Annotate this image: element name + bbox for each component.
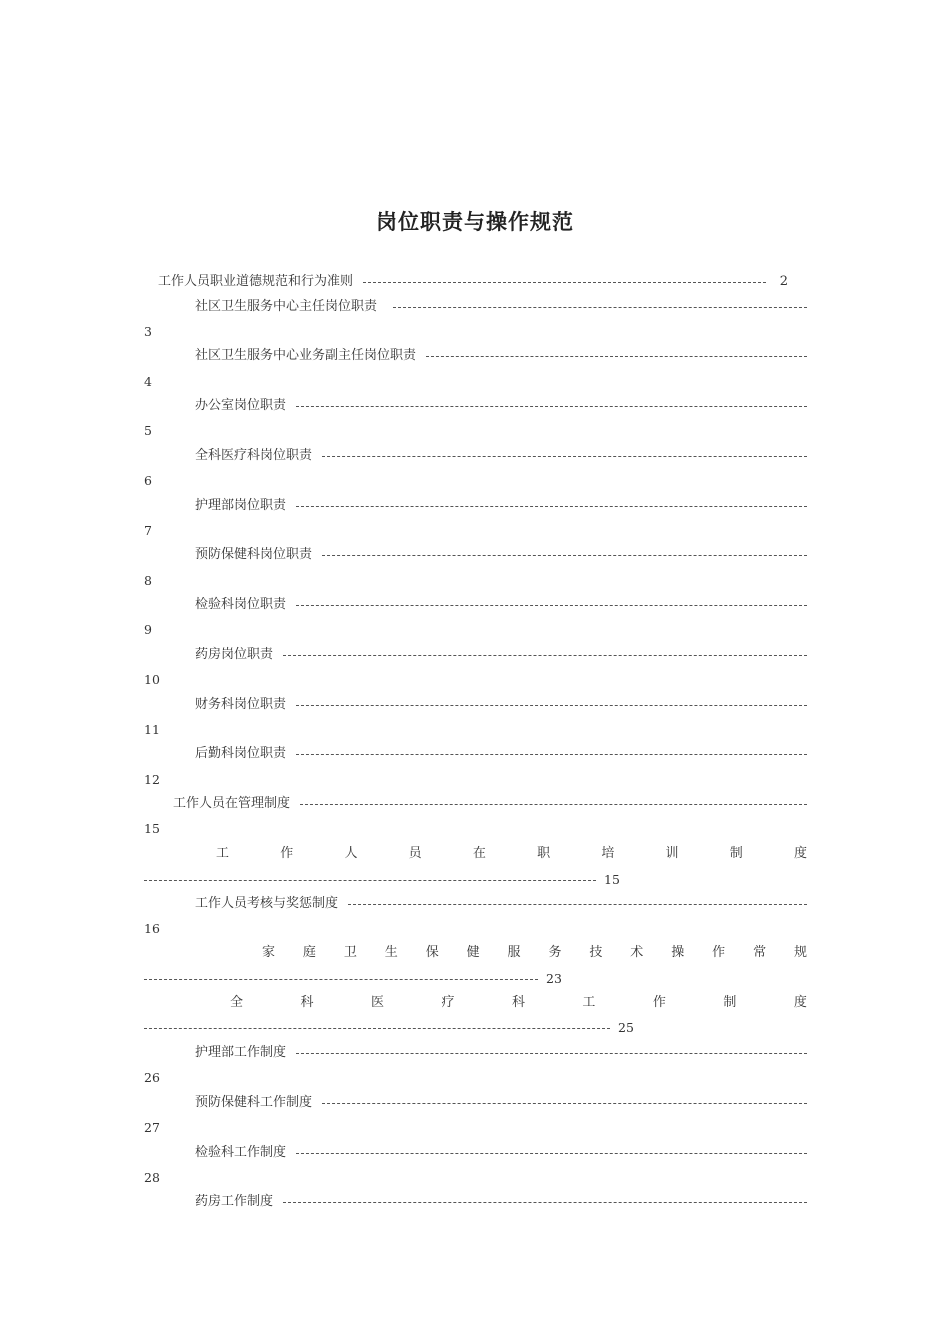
- toc-entry: [195, 696, 807, 714]
- toc-char: 制: [723, 995, 737, 1010]
- dot-leader: [296, 506, 807, 507]
- toc-entry-page: 25: [618, 1020, 634, 1035]
- toc-entry-page: 4: [144, 374, 152, 389]
- dot-leader: [296, 406, 807, 407]
- dot-leader: [144, 1028, 610, 1029]
- toc-char: 务: [548, 945, 562, 960]
- toc-entry: [195, 745, 807, 763]
- toc-entry-label: 社区卫生服务中心主任岗位职责: [195, 299, 378, 314]
- toc-entry: [173, 795, 807, 813]
- toc-char: 常: [753, 945, 767, 960]
- toc-char: 在: [472, 846, 486, 861]
- dot-leader: [296, 1153, 807, 1154]
- toc-char: 术: [630, 945, 644, 960]
- toc-char: 作: [280, 846, 294, 861]
- toc-entry-label: 预防保健科岗位职责: [195, 547, 313, 562]
- toc-entry-page: 23: [546, 971, 562, 986]
- toc-entry-label: 工作人员考核与奖惩制度: [195, 896, 339, 911]
- toc-entry-label: 护理部工作制度: [195, 1045, 287, 1060]
- dot-leader: [322, 1103, 807, 1104]
- toc-entry-page: 26: [144, 1070, 160, 1085]
- toc-entry: [195, 1144, 807, 1162]
- toc-entry-page: 8: [144, 573, 152, 588]
- toc-char: 操: [671, 945, 685, 960]
- toc-char: 工: [216, 846, 230, 861]
- toc-char: 员: [408, 846, 422, 861]
- toc-entry: [195, 497, 807, 515]
- dot-leader: [296, 754, 807, 755]
- toc-entry-page: 15: [604, 872, 620, 887]
- dot-leader: [363, 282, 766, 283]
- dot-leader: [296, 705, 807, 706]
- toc-char: 人: [344, 846, 358, 861]
- toc-entry-leader-line: [144, 970, 562, 988]
- toc-char: 医: [370, 995, 384, 1010]
- toc-entry-spread: [216, 845, 807, 863]
- toc-entry-page: 3: [144, 324, 152, 339]
- toc-char: 庭: [302, 945, 316, 960]
- toc-entry: [195, 447, 807, 465]
- toc-entry-page: 27: [144, 1120, 160, 1135]
- toc-char: 度: [793, 846, 807, 861]
- toc-char: 培: [601, 846, 615, 861]
- dot-leader: [348, 904, 807, 905]
- dot-leader: [426, 356, 807, 357]
- toc-char: 度: [793, 995, 807, 1010]
- toc-entry-page: 12: [144, 772, 160, 787]
- toc-entry-label: 检验科岗位职责: [195, 597, 287, 612]
- toc-entry-label: 全科医疗科岗位职责: [195, 448, 313, 463]
- toc-entry-page: 28: [144, 1170, 160, 1185]
- toc-entry-label: 药房工作制度: [195, 1194, 274, 1209]
- toc-entry-leader-line: [144, 871, 620, 889]
- dot-leader: [144, 880, 596, 881]
- toc-char: 制: [729, 846, 743, 861]
- toc-entry-page: 9: [144, 622, 152, 637]
- toc-char: 卫: [343, 945, 357, 960]
- toc-entry-label: 药房岗位职责: [195, 647, 274, 662]
- toc-entry: [195, 895, 807, 913]
- toc-entry-page: 16: [144, 921, 160, 936]
- toc-entry: [195, 1094, 807, 1112]
- dot-leader: [393, 307, 807, 308]
- toc-entry-label: 社区卫生服务中心业务副主任岗位职责: [195, 348, 417, 363]
- toc-entry-label: 工作人员在管理制度: [173, 796, 291, 811]
- toc-entry: [195, 1044, 807, 1062]
- toc-entry: [195, 546, 807, 564]
- toc-char: 生: [384, 945, 398, 960]
- toc-char: 服: [507, 945, 521, 960]
- toc-entry-leader-line: [144, 1019, 634, 1037]
- toc-char: 家: [262, 945, 276, 960]
- dot-leader: [322, 555, 807, 556]
- toc-entry-page: 15: [144, 821, 160, 836]
- toc-entry-page: 6: [144, 473, 152, 488]
- toc-entry: [195, 347, 807, 365]
- toc-char: 技: [589, 945, 603, 960]
- toc-entry-spread: [262, 944, 807, 962]
- toc-entry: [195, 397, 807, 415]
- toc-entry-page: 7: [144, 523, 152, 538]
- toc-char: 保: [425, 945, 439, 960]
- toc-entry-spread: [230, 994, 807, 1012]
- dot-leader: [144, 979, 538, 980]
- toc-char: 工: [582, 995, 596, 1010]
- toc-entry: [195, 596, 807, 614]
- document-title: 岗位职责与操作规范: [376, 209, 574, 234]
- toc-entry-page: 10: [144, 672, 160, 687]
- dot-leader: [296, 605, 807, 606]
- toc-char: 训: [665, 846, 679, 861]
- toc-char: 作: [652, 995, 666, 1010]
- toc-entry: [195, 298, 807, 316]
- toc-entry: [158, 273, 788, 291]
- toc-entry-label: 办公室岗位职责: [195, 398, 287, 413]
- toc-char: 规: [793, 945, 807, 960]
- toc-char: 疗: [441, 995, 455, 1010]
- toc-char: 职: [537, 846, 551, 861]
- toc-entry-label: 工作人员职业道德规范和行为准则: [158, 274, 354, 289]
- dot-leader: [296, 1053, 807, 1054]
- dot-leader: [300, 804, 807, 805]
- toc-entry-label: 财务科岗位职责: [195, 697, 287, 712]
- dot-leader: [283, 1202, 807, 1203]
- dot-leader: [283, 655, 807, 656]
- toc-entry: [195, 646, 807, 664]
- toc-entry-label: 预防保健科工作制度: [195, 1095, 313, 1110]
- toc-char: 科: [511, 995, 525, 1010]
- toc-char: 健: [466, 945, 480, 960]
- toc-entry-label: 护理部岗位职责: [195, 498, 287, 513]
- toc-entry-label: 检验科工作制度: [195, 1145, 287, 1160]
- toc-entry-label: 后勤科岗位职责: [195, 746, 287, 761]
- toc-char: 科: [300, 995, 314, 1010]
- toc-entry: [195, 1193, 807, 1211]
- toc-entry-page: 11: [144, 722, 160, 737]
- toc-char: 作: [712, 945, 726, 960]
- dot-leader: [322, 456, 807, 457]
- toc-entry-page: 2: [779, 274, 788, 289]
- toc-char: 全: [230, 995, 244, 1010]
- toc-entry-page: 5: [144, 423, 152, 438]
